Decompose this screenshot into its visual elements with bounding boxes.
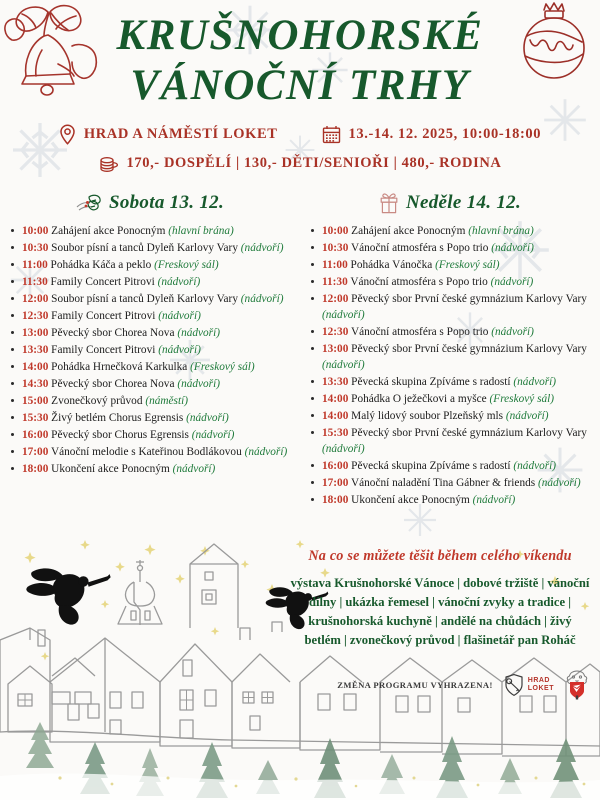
program-item-place: (nádvoří) xyxy=(177,326,220,339)
hrad-loket-line2: LOKET xyxy=(527,685,554,692)
location-text: HRAD A NÁMĚSTÍ LOKET xyxy=(83,125,278,142)
program-item-place: (nádvoří) xyxy=(505,410,549,423)
program-item-time: 10:00 xyxy=(22,224,49,237)
program-item-time: 15:00 xyxy=(22,395,49,408)
highlights-body: výstava Krušnohorské Vánoce | dobové tržiště | vánoční dílny | ukázka řemesel | vánoční zvyky a tradice | krušnohorská kuchyně | andělé na chůdách | živý betlém | zvonečkový průvod | flašinetář pan Roháč xyxy=(290,576,590,648)
date-info xyxy=(322,125,542,144)
day-column-saturday xyxy=(0,192,300,510)
program-item-time: 18:00 xyxy=(322,494,349,507)
program-item-time: 11:30 xyxy=(22,275,48,288)
program-item-time: 14:30 xyxy=(22,378,49,390)
program-item-title: Ukončení akce Ponocným xyxy=(348,494,473,507)
program-item-title: Pěvecký sbor Chorus Egrensis xyxy=(48,429,192,442)
program-item-place: (Freskový sál) xyxy=(489,393,555,406)
program-item-title: Pěvecký sbor Chorea Nova xyxy=(48,326,178,339)
holly-sprig-icon xyxy=(76,193,102,213)
program-item-title: Pěvecký sbor Chorea Nova xyxy=(48,378,178,390)
program-item xyxy=(22,223,294,239)
program-item xyxy=(22,359,294,375)
program-item-place: (nádvoří) xyxy=(158,343,201,356)
program-item xyxy=(22,342,294,358)
coins-icon xyxy=(99,154,119,174)
program-item xyxy=(22,325,294,341)
program-item-place: (nádvoří) xyxy=(191,429,235,442)
program-item xyxy=(22,240,294,256)
program-item xyxy=(22,410,294,426)
program-item xyxy=(322,341,594,373)
program-item-place: (nádvoří) xyxy=(491,325,534,338)
program-item-time: 11:00 xyxy=(322,258,348,271)
program-item-time: 14:00 xyxy=(22,360,49,373)
program-item-time: 16:00 xyxy=(22,429,49,442)
program-item-time: 10:30 xyxy=(322,241,349,254)
program-item xyxy=(322,223,594,239)
program-item-time: 17:00 xyxy=(22,446,49,459)
program-item-place: (nádvoří) xyxy=(513,460,557,473)
program-item-time: 16:00 xyxy=(322,460,349,473)
program-item-time: 15:30 xyxy=(322,427,349,440)
program-item-place: (nádvoří) xyxy=(240,241,284,254)
program-item-place: (nádvoří) xyxy=(490,275,534,288)
program-item xyxy=(22,376,294,392)
program-item-title: Pěvecký sbor První české gymnázium Karlovy Vary xyxy=(348,427,587,440)
program-list-sunday xyxy=(300,223,600,509)
price-info xyxy=(0,154,600,174)
program-item xyxy=(22,427,294,443)
program-item-place: (Freskový sál) xyxy=(154,258,219,271)
program-item-title: Vánoční naladění Tina Gábner & friends xyxy=(348,477,538,490)
program-item-title: Pohádka Káča a peklo xyxy=(47,258,155,271)
program-item-place: (nádvoří) xyxy=(186,412,229,425)
program-item xyxy=(322,257,594,273)
program-item-time: 10:30 xyxy=(22,241,49,254)
program-item-time: 13:00 xyxy=(22,326,49,339)
program-item xyxy=(322,240,594,256)
program-item xyxy=(322,391,594,407)
program-item xyxy=(22,257,294,273)
program-item-title: Ukončení akce Ponocným xyxy=(48,463,173,476)
program-item-place: (nádvoří) xyxy=(491,241,534,254)
program-item-title: Pohádka Vánočka xyxy=(347,258,436,271)
program-item xyxy=(22,274,294,290)
program-item-time: 15:30 xyxy=(22,412,49,425)
day-header-sunday xyxy=(300,192,600,214)
program-item-time: 12:30 xyxy=(22,309,49,322)
program-item-title: Malý lidový soubor Plzeňský mls xyxy=(348,410,506,423)
program-item-title: Vánoční atmosféra s Popo trio xyxy=(348,241,492,254)
program-item-title: Pohádka O ježečkovi a myšce xyxy=(348,393,490,406)
program-item-title: Family Concert Pitrovi xyxy=(48,343,159,356)
program-item-time: 18:00 xyxy=(22,463,49,476)
program-item-time: 12:00 xyxy=(322,292,349,305)
program-columns xyxy=(0,192,600,510)
location-info xyxy=(59,124,278,145)
program-change-note: ZMĚNA PROGRAMU VYHRAZENA! xyxy=(337,680,493,690)
program-item-title: Zahájení akce Ponocným xyxy=(48,224,169,237)
program-item-title: Pěvecká skupina Zpíváme s radostí xyxy=(348,376,514,388)
program-item xyxy=(322,475,594,491)
program-item-place: (Freskový sál) xyxy=(190,360,255,373)
day-header-saturday xyxy=(0,192,300,214)
poster-title xyxy=(0,0,600,108)
program-item-title: Family Concert Pitrovi xyxy=(47,275,158,288)
hrad-loket-emblem-icon xyxy=(503,673,525,697)
program-item-place: (nádvoří) xyxy=(240,292,284,305)
program-item xyxy=(22,393,294,409)
day-label-saturday: Sobota 13. 12. xyxy=(108,191,225,213)
program-item-place: (nádvoří) xyxy=(537,477,581,490)
title-line-1: KRUŠNOHORSKÉ xyxy=(116,12,484,59)
program-item xyxy=(322,274,594,290)
calendar-icon xyxy=(322,125,341,144)
loket-coat-of-arms-icon xyxy=(564,670,590,700)
program-item-title: Soubor písní a tanců Dyleň Karlovy Vary xyxy=(48,292,241,305)
hrad-loket-line1: HRAD xyxy=(527,677,550,685)
map-pin-icon xyxy=(59,124,76,145)
program-item xyxy=(322,458,594,474)
program-item-title: Pěvecká skupina Zpíváme s radostí xyxy=(348,460,514,473)
day-column-sunday xyxy=(300,192,600,510)
program-item-place: (hlavní brána) xyxy=(468,224,534,237)
program-item-place: (nádvoří) xyxy=(244,446,288,459)
date-text: 13.-14. 12. 2025, 10:00-18:00 xyxy=(348,125,542,142)
program-item xyxy=(22,308,294,324)
day-label-sunday: Neděle 14. 12. xyxy=(406,191,521,213)
info-row-location-date xyxy=(0,124,600,145)
program-item-time: 12:30 xyxy=(322,325,349,338)
program-item-place: (nádvoří) xyxy=(322,358,365,371)
program-item xyxy=(322,324,594,340)
program-item-title: Vánoční atmosféra s Popo trio xyxy=(347,275,491,288)
program-item-title: Pěvecký sbor První české gymnázium Karlovy Vary xyxy=(348,342,587,355)
program-item-place: (nádvoří) xyxy=(177,378,220,390)
program-item-place: (nádvoří) xyxy=(157,275,201,288)
program-item-place: (nádvoří) xyxy=(322,308,365,321)
program-item-place: (Freskový sál) xyxy=(435,258,500,271)
price-text: 170,- DOSPĚLÍ | 130,- DĚTI/SENIOŘI | 480,- RODINA xyxy=(126,155,502,172)
gift-box-icon xyxy=(379,192,399,214)
weekend-highlights xyxy=(290,548,590,651)
program-item-title: Pěvecký sbor První české gymnázium Karlovy Vary xyxy=(348,292,587,305)
program-item-time: 17:00 xyxy=(322,477,349,490)
program-item-title: Vánoční atmosféra s Popo trio xyxy=(348,325,492,338)
program-item xyxy=(322,492,594,508)
program-item xyxy=(322,425,594,457)
program-item-time: 13:00 xyxy=(322,342,349,355)
program-item-place: (náměstí) xyxy=(145,395,188,408)
program-item-time: 10:00 xyxy=(322,224,349,237)
hrad-loket-wordmark xyxy=(528,677,554,692)
program-item xyxy=(22,444,294,460)
program-item xyxy=(22,461,294,477)
title-line-2: VÁNOČNÍ TRHY xyxy=(130,61,470,109)
program-item-title: Pohádka Hrnečková Karkulka xyxy=(48,360,191,373)
program-item-title: Family Concert Pitrovi xyxy=(48,309,159,322)
program-item-place: (nádvoří) xyxy=(158,309,201,322)
program-list-saturday xyxy=(0,223,300,477)
program-item-title: Zvonečkový průvod xyxy=(48,395,146,408)
program-item xyxy=(322,291,594,323)
program-item-title: Soubor písní a tanců Dyleň Karlovy Vary xyxy=(48,241,241,254)
program-item-place: (hlavní brána) xyxy=(168,224,234,237)
program-item-title: Živý betlém Chorus Egrensis xyxy=(48,412,187,425)
event-info xyxy=(0,124,600,174)
poster-footer xyxy=(260,670,590,700)
program-item xyxy=(322,374,594,390)
program-item-time: 12:00 xyxy=(22,292,49,305)
program-item-time: 14:00 xyxy=(322,393,349,406)
program-item-place: (nádvoří) xyxy=(472,494,516,507)
program-item-time: 13:30 xyxy=(322,376,349,388)
program-item-place: (nádvoří) xyxy=(513,376,557,388)
program-item-time: 11:30 xyxy=(322,275,348,288)
program-item-place: (nádvoří) xyxy=(322,443,365,456)
program-item-title: Vánoční melodie s Kateřinou Bodlákovou xyxy=(48,446,245,459)
program-item-time: 14:00 xyxy=(322,410,349,423)
highlights-title: Na co se můžete těšit během celého víkendu xyxy=(308,548,572,564)
program-item xyxy=(22,291,294,307)
program-item-time: 13:30 xyxy=(22,343,49,356)
program-item xyxy=(322,408,594,424)
program-item-time: 11:00 xyxy=(22,258,48,271)
hrad-loket-logo xyxy=(503,673,554,697)
program-item-title: Zahájení akce Ponocným xyxy=(348,224,469,237)
program-item-place: (nádvoří) xyxy=(172,463,216,476)
